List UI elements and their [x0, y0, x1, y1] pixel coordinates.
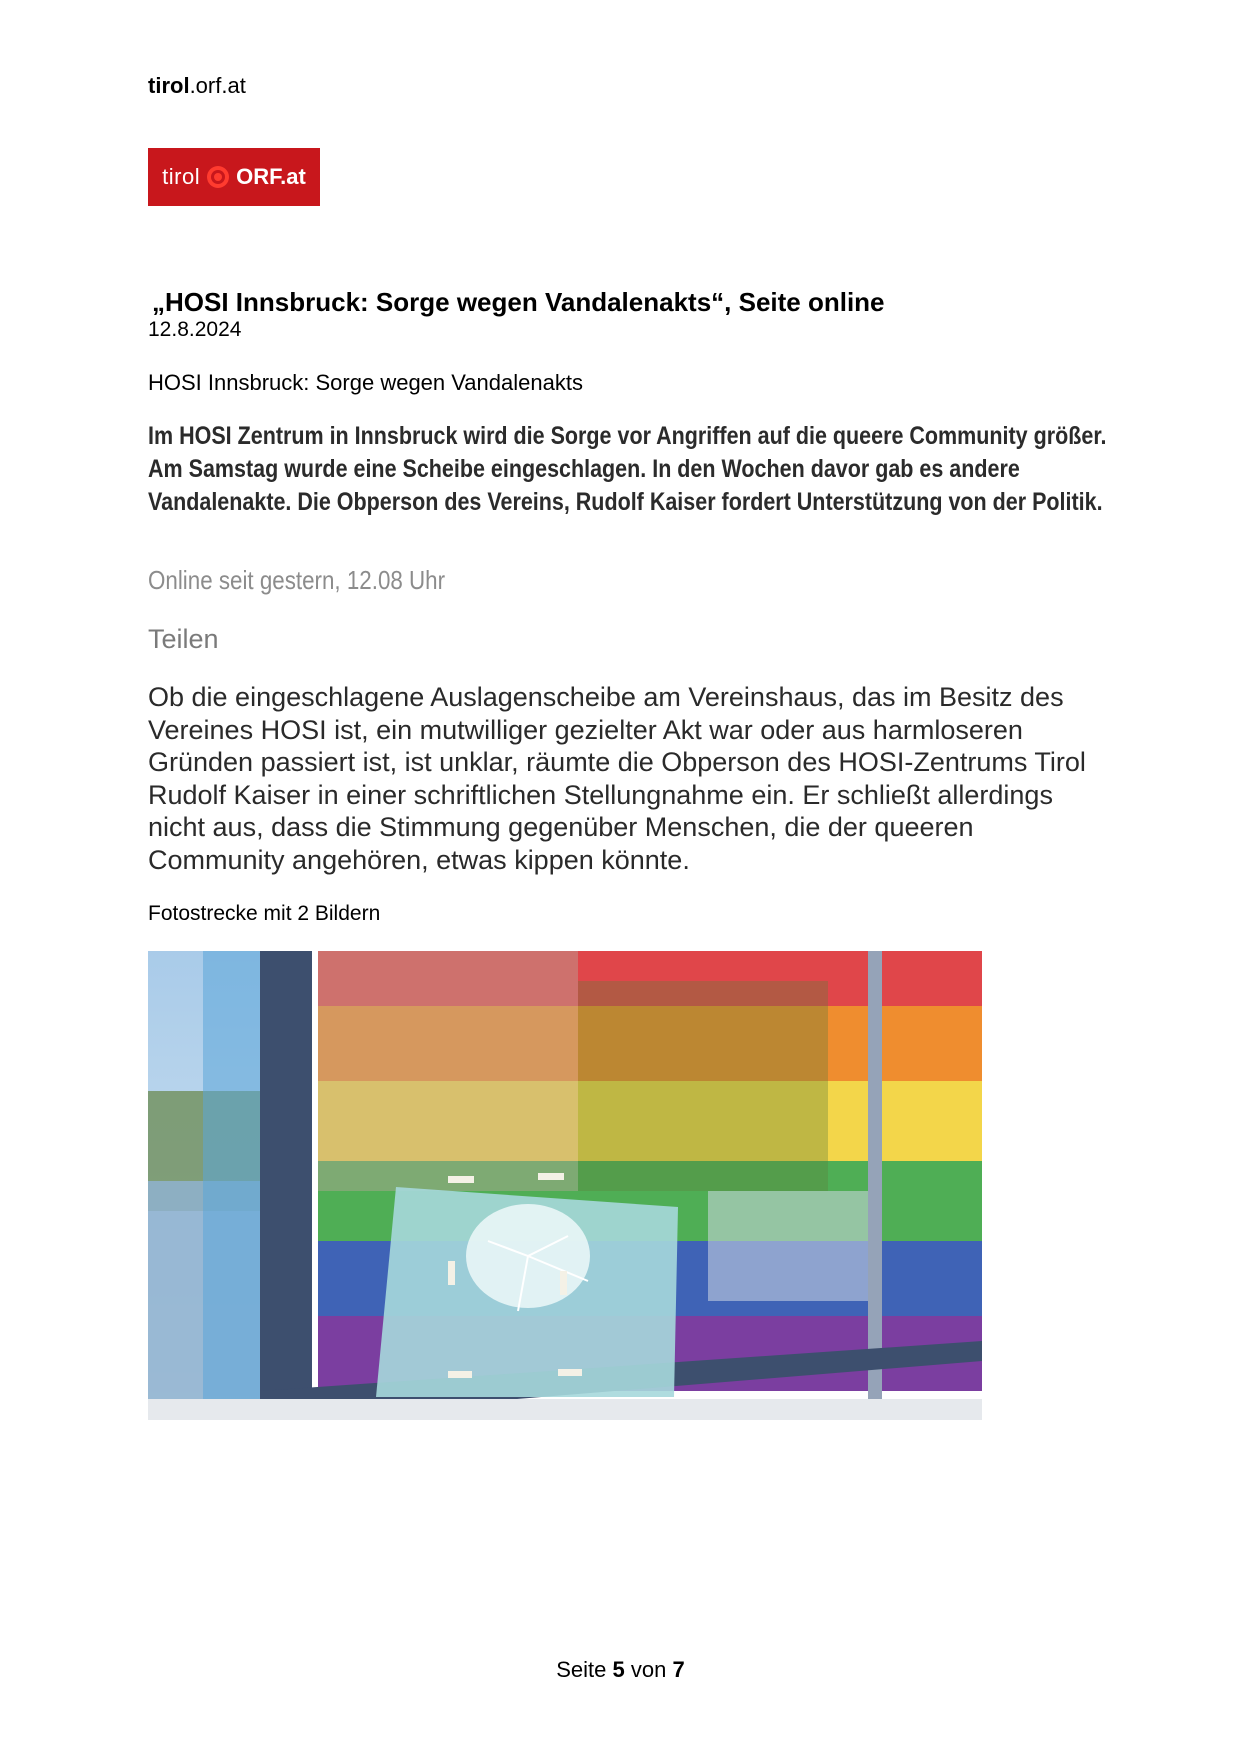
- article-lead: Im HOSI Zentrum in Innsbruck wird die Sorge vor Angriffen auf die queere Community größer. Am Samstag wurde eine Scheibe eingeschlagen. In den Wochen davor gab es andere Vandalenakte. Die Obperson des Vereins, Rudolf Kaiser fordert Unterstützung von der Politik.: [148, 422, 1107, 516]
- footer-total: 7: [672, 1657, 685, 1682]
- site-name: [148, 73, 246, 99]
- article-title: „HOSI Innsbruck: Sorge wegen Vandalenakts“, Seite online: [152, 287, 885, 317]
- article-date: 12.8.2024: [148, 318, 242, 341]
- logo-brand: ORF.at: [236, 164, 306, 189]
- article-kicker: HOSI Innsbruck: Sorge wegen Vandalenakts: [148, 370, 583, 395]
- gallery-label: Fotostrecke mit 2 Bildern: [148, 902, 381, 925]
- share-link[interactable]: Teilen: [148, 624, 219, 654]
- site-name-rest: .orf.at: [189, 73, 246, 98]
- gallery-photo[interactable]: [148, 951, 982, 1420]
- site-name-bold: tirol: [148, 73, 190, 98]
- article-body: Ob die eingeschlagene Auslagenscheibe am Vereinshaus, das im Besitz des Vereines HOSI ist, ein mutwilliger gezielter Akt war oder aus harmloseren Gründen passiert ist, ist unklar, räumte die Obperson des HOSI-Zentrums Tirol Rudolf Kaiser in einer schriftlichen Stellungnahme ein. Er schließt allerdings nicht aus, dass die Stimmung gegenüber Menschen, die der queeren Community angehören, etwas kippen könnte.: [148, 682, 1086, 875]
- footer-prefix: Seite: [556, 1657, 607, 1682]
- orf-tirol-logo[interactable]: [148, 148, 320, 206]
- rainbow-flag-broken-window-photo: [148, 951, 982, 1420]
- logo-word: tirol: [162, 164, 201, 189]
- footer-middle: von: [630, 1657, 667, 1682]
- page-footer: [0, 1657, 1241, 1683]
- orf-ring-icon: [206, 165, 230, 189]
- published-timestamp: Online seit gestern, 12.08 Uhr: [148, 565, 446, 595]
- footer-page: 5: [612, 1657, 625, 1682]
